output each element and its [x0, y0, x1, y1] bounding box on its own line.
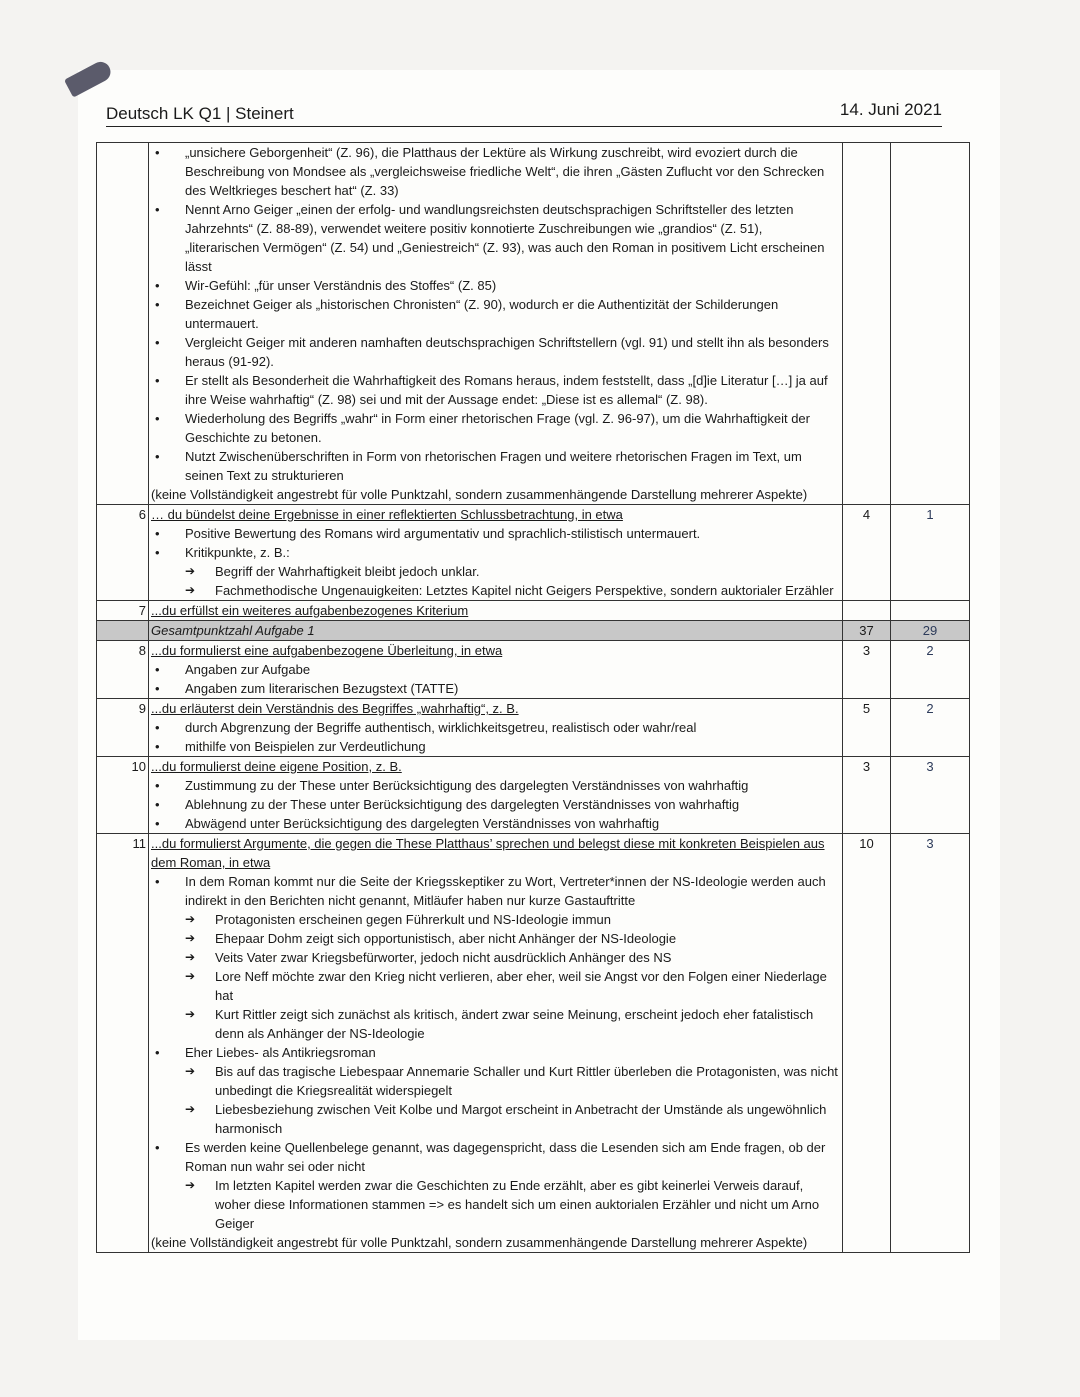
max-points: 10	[843, 834, 891, 1253]
list-item: • Angaben zum literarischen Bezugstext (TATTE)	[155, 679, 840, 698]
total-max-points: 37	[843, 621, 891, 641]
list-item: • Vergleicht Geiger mit anderen namhaften deutschsprachigen Schriftstellern (vgl. 91) und stellt ihn als besonders heraus (91-92).	[155, 333, 840, 371]
criteria-cell	[149, 641, 843, 699]
row-number: 7	[97, 601, 149, 621]
criteria-cell	[149, 757, 843, 834]
list-item: • Er stellt als Besonderheit die Wahrhaftigkeit des Romans heraus, indem feststellt, dass „[d]ie Literatur […] ja auf ihre Weise wahrhaftig“ (Z. 98) sei und mit der Aussage endet: „Diese ist es allemal“ (Z. 98).	[155, 371, 840, 409]
list-item: • Nutzt Zwischenüberschriften in Form von rhetorischen Fragen und weitere rhetorischen Fragen im Text, um seinen Text zu strukturieren	[155, 447, 840, 485]
criterion-heading: … du bündelst deine Ergebnisse in einer reflektierten Schlussbetrachtung, in etwa	[151, 507, 623, 522]
list-item: • Zustimmung zu der These unter Berücksichtigung des dargelegten Verständnisses von wahrhaftig	[155, 776, 840, 795]
table-row	[97, 834, 970, 1253]
achieved-points: 2	[891, 641, 970, 699]
list-item: • durch Abgrenzung der Begriffe authentisch, wirklichkeitsgetreu, realistisch oder wahr/real	[155, 718, 840, 737]
arrow-item: ➔ Fachmethodische Ungenauigkeiten: Letztes Kapitel nicht Geigers Perspektive, sondern auktorialer Erzähler	[185, 581, 840, 600]
achieved-points: 3	[891, 834, 970, 1253]
list-item: • Wiederholung des Begriffs „wahr“ in Form einer rhetorischen Frage (vgl. Z. 96-97), um die Wahrhaftigkeit der Geschichte zu betonen.	[155, 409, 840, 447]
grading-table	[96, 142, 970, 1253]
table-row	[97, 641, 970, 699]
note-text: (keine Vollständigkeit angestrebt für volle Punktzahl, sondern zusammenhängende Darstellung mehrerer Aspekte)	[151, 487, 808, 502]
row-number: 11	[97, 834, 149, 1253]
table-row	[97, 757, 970, 834]
arrow-item: ➔ Lore Neff möchte zwar den Krieg nicht verlieren, aber eher, weil sie Angst vor den Folgen einer Niederlage hat	[185, 967, 840, 1005]
list-item: • Nennt Arno Geiger „einen der erfolg- und wandlungsreichsten deutschsprachigen Schriftsteller des letzten Jahrzehnts“ (Z. 88-89), verwendet weitere positiv konnotierte Zuschreibungen wie „grandios“ (Z. 51), „literarischen Vermögen“ (Z. 54) und „Geniestreich“ (Z. 93), was auch den Roman in positivem Licht erscheinen lässt	[155, 200, 840, 276]
max-points: 3	[843, 757, 891, 834]
list-item: • Bezeichnet Geiger als „historischen Chronisten“ (Z. 90), wodurch er die Authentizität der Schilderungen untermauert.	[155, 295, 840, 333]
achieved-points: 2	[891, 699, 970, 757]
arrow-item: ➔ Kurt Rittler zeigt sich zunächst als kritisch, ändert zwar seine Meinung, erscheint jedoch eher fatalistisch denn als Anhänger der NS-Ideologie	[185, 1005, 840, 1043]
list-item: • Eher Liebes- als Antikriegsroman ➔ Bis auf das tragische Liebespaar Annemarie Schaller und Kurt Rittler überleben die Protagonisten, was nicht unbedingt die Kriegsrealität widerspiegelt ➔ Liebesbeziehung zwischen Veit Kolbe und Margot erscheint in Anbetracht der Umstände als ungewöhnlich harmonisch	[155, 1043, 840, 1138]
table-row	[97, 601, 970, 621]
list-item: • In dem Roman kommt nur die Seite der Kriegsskeptiker zu Wort, Vertreter*innen der NS-Ideologie werden auch indirekt in den Berichten nicht genannt, Mitläufer haben nur kurze Gastauftritte ➔ Protagonisten erscheinen gegen Führerkult und NS-Ideologie immun ➔ Ehepaar Dohm zeigt sich opportunistisch, aber nicht Anhänger der NS-Ideologie ➔ Veits Vater zwar Kriegsbefürworter, jedoch nicht ausdrücklich Anhänger des NS ➔ Lore Neff möchte zwar den Krieg nicht verlieren, aber eher, weil sie Angst vor den Folgen einer Niederlage hat ➔ Kurt Rittler zeigt sich zunächst als kritisch, ändert zwar seine Meinung, erscheint jedoch eher fatalistisch denn als Anhänger der NS-Ideologie	[155, 872, 840, 1043]
achieved-points: 1	[891, 505, 970, 601]
arrow-item: ➔ Bis auf das tragische Liebespaar Annemarie Schaller und Kurt Rittler überleben die Protagonisten, was nicht unbedingt die Kriegsrealität widerspiegelt	[185, 1062, 840, 1100]
criteria-cell	[149, 834, 843, 1253]
total-row	[97, 621, 970, 641]
arrow-item: ➔ Begriff der Wahrhaftigkeit bleibt jedoch unklar.	[185, 562, 840, 581]
list-item: • „unsichere Geborgenheit“ (Z. 96), die Platthaus der Lektüre als Wirkung zuschreibt, wird evoziert durch die Beschreibung von Mondsee als „vergleichsweise friedliche Welt“, die ihren „Gästen Zuflucht vor den Schrecken des Weltkrieges beschert hat“ (Z. 33)	[155, 143, 840, 200]
criterion-heading: ...du erfüllst ein weiteres aufgabenbezogenes Kriterium	[151, 603, 469, 618]
row-number: 8	[97, 641, 149, 699]
list-item: • mithilfe von Beispielen zur Verdeutlichung	[155, 737, 840, 756]
list-item: • Abwägend unter Berücksichtigung des dargelegten Verständnisses von wahrhaftig	[155, 814, 840, 833]
row-number: 6	[97, 505, 149, 601]
criterion-heading: ...du formulierst deine eigene Position, z. B.	[151, 759, 402, 774]
list-item: • Ablehnung zu der These unter Berücksichtigung des dargelegten Verständnisses von wahrhaftig	[155, 795, 840, 814]
table-row	[97, 143, 970, 505]
criterion-heading: ...du erläuterst dein Verständnis des Begriffes „wahrhaftig“, z. B.	[151, 701, 519, 716]
row-number: 10	[97, 757, 149, 834]
note-text: (keine Vollständigkeit angestrebt für volle Punktzahl, sondern zusammenhängende Darstellung mehrerer Aspekte)	[151, 1235, 808, 1250]
arrow-item: ➔ Protagonisten erscheinen gegen Führerkult und NS-Ideologie immun	[185, 910, 840, 929]
criteria-cell	[149, 601, 843, 621]
arrow-item: ➔ Ehepaar Dohm zeigt sich opportunistisch, aber nicht Anhänger der NS-Ideologie	[185, 929, 840, 948]
achieved-points: 3	[891, 757, 970, 834]
row-number: 9	[97, 699, 149, 757]
criteria-cell	[149, 505, 843, 601]
list-item: • Wir-Gefühl: „für unser Verständnis des Stoffes“ (Z. 85)	[155, 276, 840, 295]
header-title: Deutsch LK Q1 | Steinert	[106, 104, 294, 123]
arrow-item: ➔ Veits Vater zwar Kriegsbefürworter, jedoch nicht ausdrücklich Anhänger des NS	[185, 948, 840, 967]
arrow-item: ➔ Liebesbeziehung zwischen Veit Kolbe und Margot erscheint in Anbetracht der Umstände als ungewöhnlich harmonisch	[185, 1100, 840, 1138]
criteria-cell	[149, 143, 843, 505]
max-points: 5	[843, 699, 891, 757]
criteria-cell	[149, 699, 843, 757]
max-points: 4	[843, 505, 891, 601]
table-row	[97, 699, 970, 757]
criterion-heading: ...du formulierst eine aufgabenbezogene Überleitung, in etwa	[151, 643, 503, 658]
table-row	[97, 505, 970, 601]
page-header	[106, 100, 942, 127]
list-item: • Positive Bewertung des Romans wird argumentativ und sprachlich-stilistisch untermauert.	[155, 524, 840, 543]
list-item: • Es werden keine Quellenbelege genannt, was dagegenspricht, dass die Lesenden sich am Ende fragen, ob der Roman nun wahr sei oder nicht ➔ Im letzten Kapitel werden zwar die Geschichten zu Ende erzählt, aber es gibt keinerlei Verweis darauf, woher diese Informationen stammen => es handelt sich um einen auktorialen Erzähler und nicht um Arno Geiger	[155, 1138, 840, 1233]
arrow-item: ➔ Im letzten Kapitel werden zwar die Geschichten zu Ende erzählt, aber es gibt keinerlei Verweis darauf, woher diese Informationen stammen => es handelt sich um einen auktorialen Erzähler und nicht um Arno Geiger	[185, 1176, 840, 1233]
list-item: • Angaben zur Aufgabe	[155, 660, 840, 679]
header-date: 14. Juni 2021	[839, 100, 942, 119]
total-achieved-points: 29	[891, 621, 970, 641]
criterion-heading: ...du formulierst Argumente, die gegen die These Platthaus’ sprechen und belegst diese mit konkreten Beispielen aus dem Roman, in etwa	[151, 836, 825, 870]
total-label: Gesamtpunktzahl Aufgabe 1	[149, 621, 843, 641]
max-points: 3	[843, 641, 891, 699]
list-item: • Kritikpunkte, z. B.: ➔ Begriff der Wahrhaftigkeit bleibt jedoch unklar. ➔ Fachmethodische Ungenauigkeiten: Letztes Kapitel nicht Geigers Perspektive, sondern auktorialer Erzähler	[155, 543, 840, 600]
